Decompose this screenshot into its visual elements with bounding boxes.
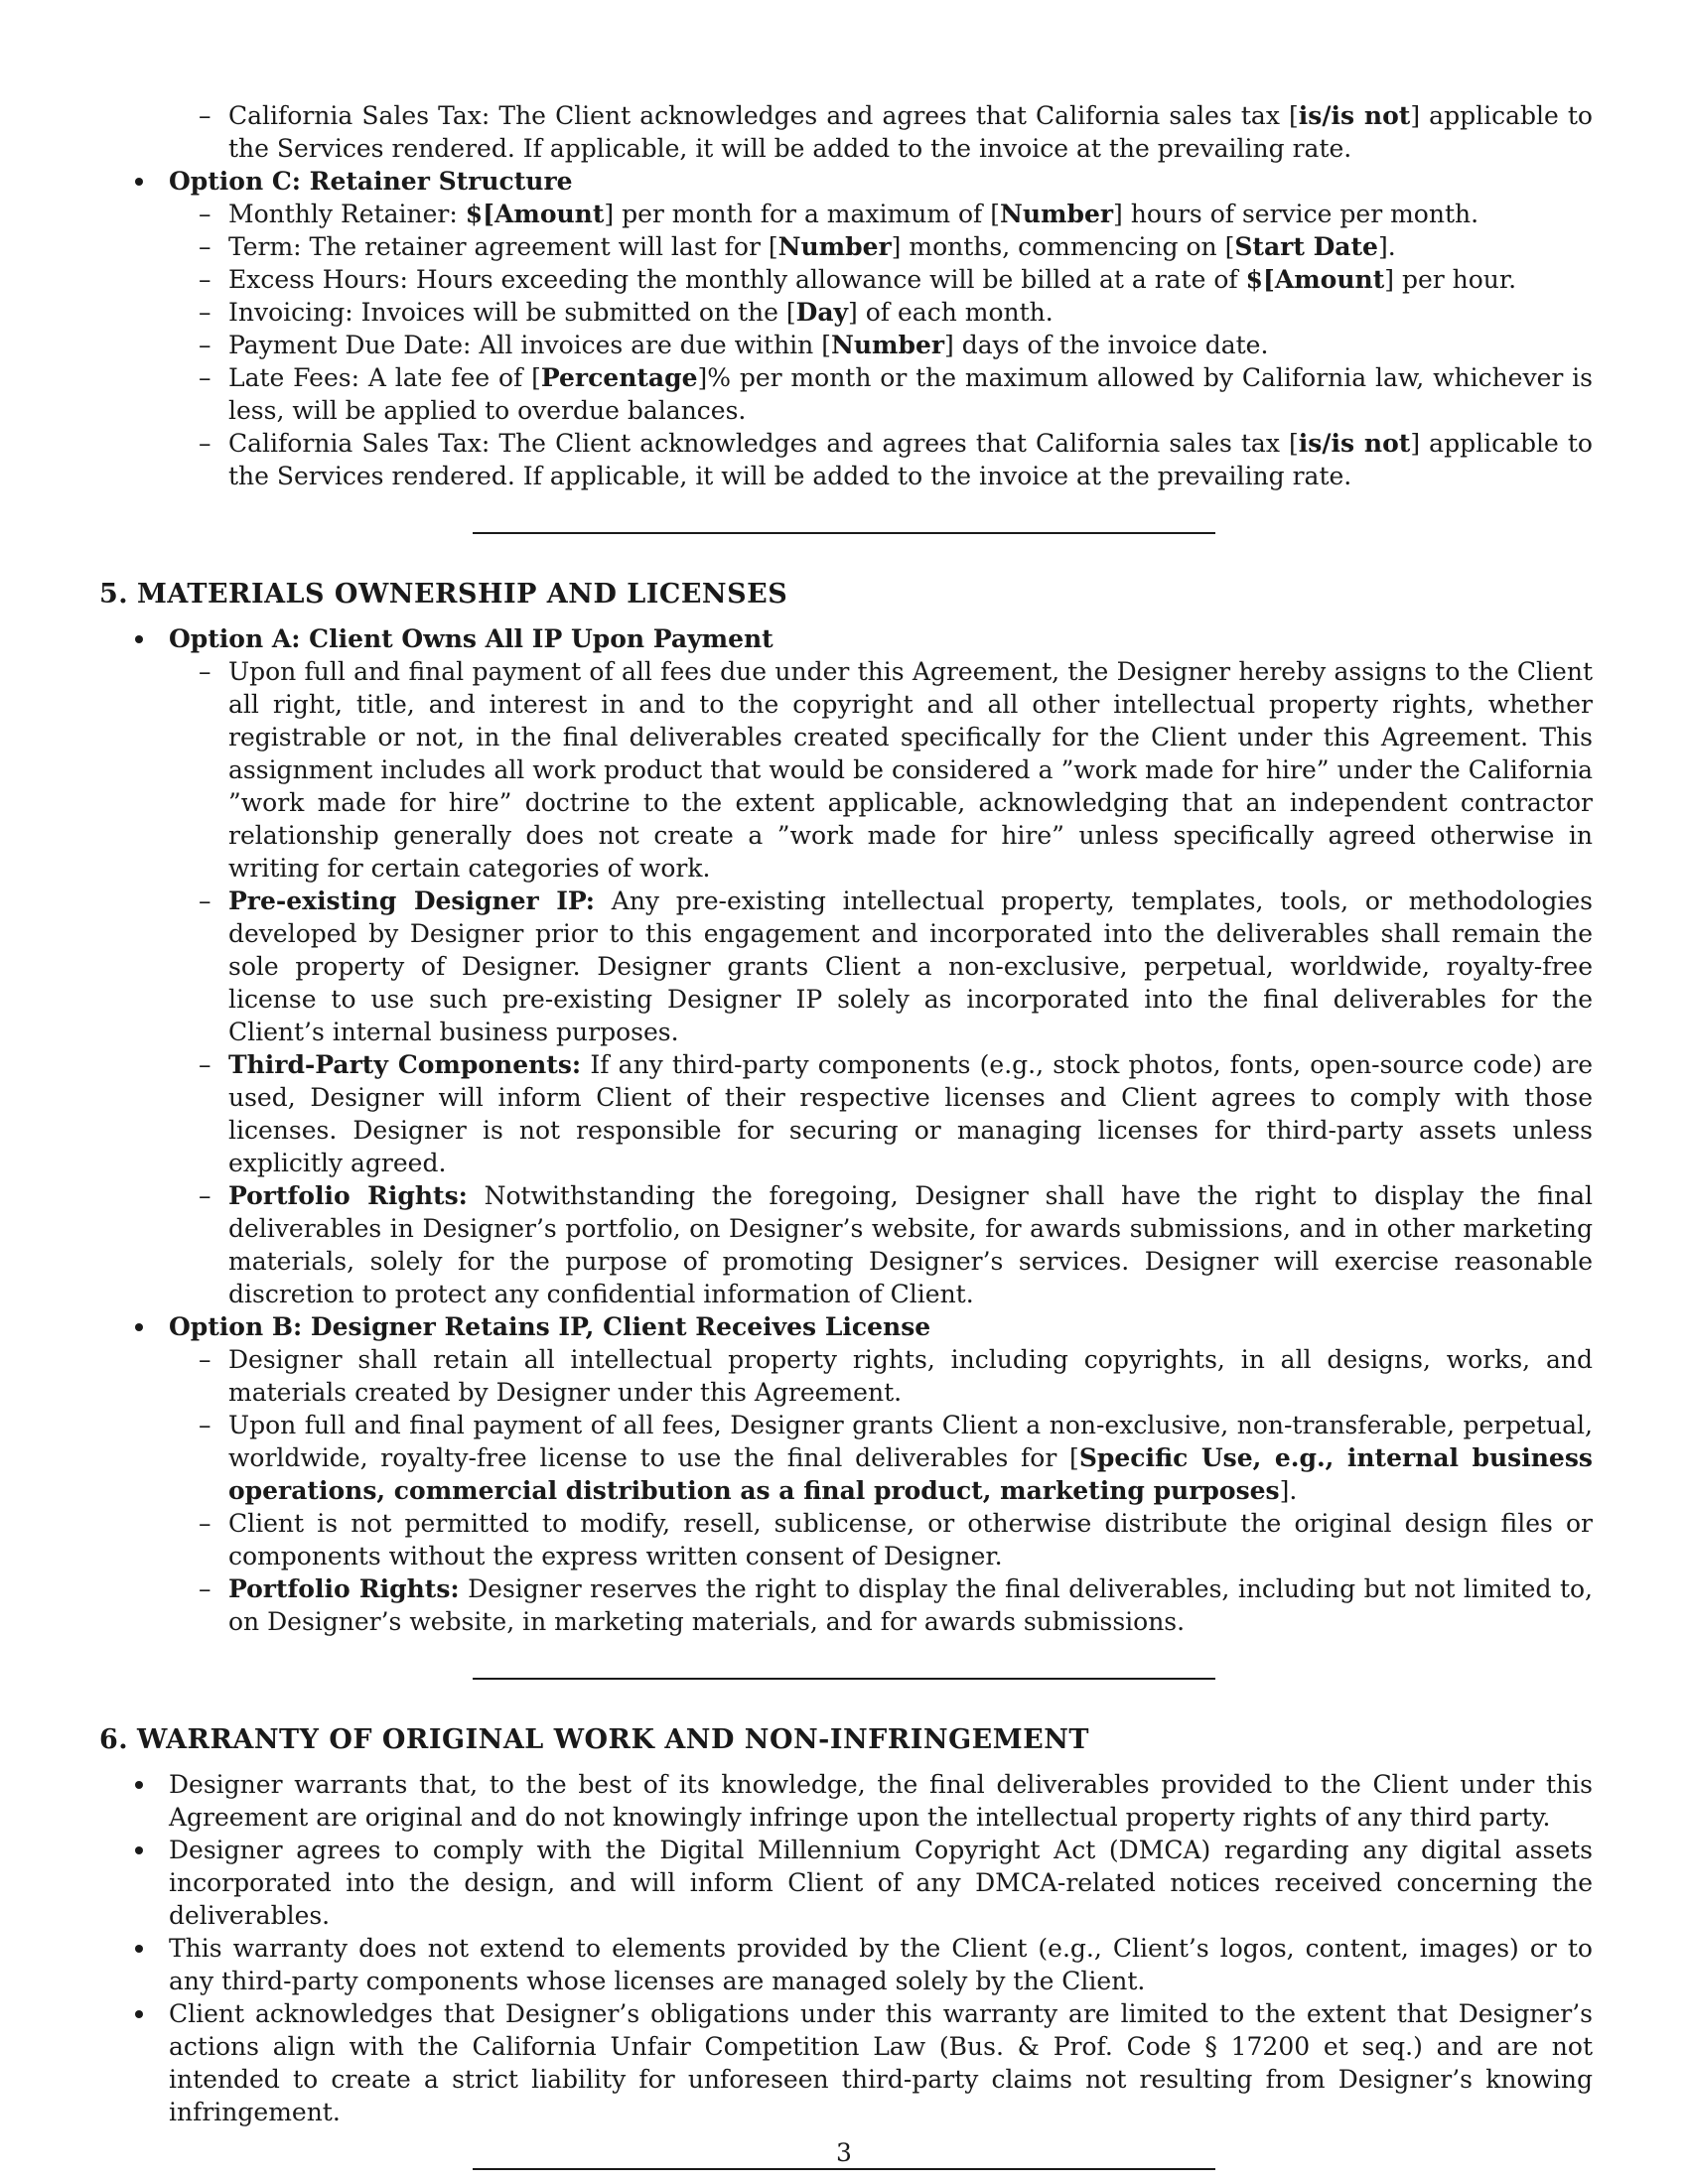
option-b-items xyxy=(169,1343,1593,1638)
list-item: – Portfolio Rights: Designer reserves the right to display the final deliverables, including but not limited to, on Designer’s website, in marketing materials, and for awards submissions. xyxy=(169,1572,1593,1638)
bullet-icon xyxy=(135,1781,143,1789)
section-5-list xyxy=(95,622,1593,1638)
bullet-icon xyxy=(135,1323,143,1331)
list-item: – Pre-existing Designer IP: Any pre-existing intellectual property, templates, tools, or methodologies developed by Designer prior to this engagement and incorporated into the deliverables shall remain the sole property of Designer. Designer grants Client a non-exclusive, perpetual, worldwide, royalty-free license to use such pre-existing Designer IP solely as incorporated into the final deliverables for the Client’s internal business purposes. xyxy=(169,885,1593,1048)
list-item: – Term: The retainer agreement will last for [Number] months, commencing on [Start Date]. xyxy=(169,230,1593,263)
list-item: – Client is not permitted to modify, resell, sublicense, or otherwise distribute the original design files or components without the express written consent of Designer. xyxy=(169,1507,1593,1572)
option-title: Option B: Designer Retains IP, Client Receives License xyxy=(169,1312,931,1341)
list-item: Designer agrees to comply with the Digital Millennium Copyright Act (DMCA) regarding any digital assets incorporated into the design, and will inform Client of any DMCA-related notices received concerning the deliverables. xyxy=(95,1834,1593,1932)
bullet-icon xyxy=(135,635,143,643)
bullet-icon xyxy=(135,1945,143,1953)
list-item: – Payment Due Date: All invoices are due within [Number] days of the invoice date. xyxy=(169,329,1593,361)
option-b xyxy=(95,1310,1593,1638)
list-item: – Excess Hours: Hours exceeding the monthly allowance will be billed at a rate of $[Amount] per hour. xyxy=(169,263,1593,296)
list-item: – Designer shall retain all intellectual property rights, including copyrights, in all designs, works, and materials created by Designer under this Agreement. xyxy=(169,1343,1593,1409)
continued-sub-list xyxy=(95,99,1593,165)
list-item: – Invoicing: Invoices will be submitted on the [Day] of each month. xyxy=(169,296,1593,329)
list-item: – Monthly Retainer: $[Amount] per month for a maximum of [Number] hours of service per month. xyxy=(169,198,1593,230)
list-item: – Late Fees: A late fee of [Percentage]% per month or the maximum allowed by California law, whichever is less, will be applied to overdue balances. xyxy=(169,361,1593,427)
section-6-list xyxy=(95,1768,1593,2128)
bullet-icon xyxy=(135,1846,143,1854)
list-item: – Third-Party Components: If any third-party components (e.g., stock photos, fonts, open-source code) are used, Designer will inform Client of their respective licenses and Client agrees to comply with those licenses. Designer is not responsible for securing or managing licenses for third-party assets unless explicitly agreed. xyxy=(169,1048,1593,1179)
list-item: – Portfolio Rights: Notwithstanding the foregoing, Designer shall have the right to display the final deliverables in Designer’s portfolio, on Designer’s website, for awards submissions, and in other marketing materials, solely for the purpose of promoting Designer’s services. Designer will exercise reasonable discretion to protect any confidential information of Client. xyxy=(169,1179,1593,1310)
list-item: – Upon full and final payment of all fees due under this Agreement, the Designer hereby assigns to the Client all right, title, and interest in and to the copyright and all other intellectual property rights, whether registrable or not, in the final deliverables created specifically for the Client under this Agreement. This assignment includes all work product that would be considered a ”work made for hire” under the California ”work made for hire” doctrine to the extent applicable, acknowledging that an independent contractor relationship generally does not create a ”work made for hire” unless specifically agreed otherwise in writing for certain categories of work. xyxy=(169,655,1593,885)
list-item: This warranty does not extend to elements provided by the Client (e.g., Client’s logos, content, images) or to any third-party components whose licenses are managed solely by the Client. xyxy=(95,1932,1593,1997)
list-item: Client acknowledges that Designer’s obligations under this warranty are limited to the extent that Designer’s actions align with the California Unfair Competition Law (Bus. & Prof. Code § 17200 et seq.) and are not intended to create a strict liability for unforeseen third-party claims not resulting from Designer’s knowing infringement. xyxy=(95,1997,1593,2128)
option-c-list xyxy=(95,165,1593,492)
list-item: – California Sales Tax: The Client acknowledges and agrees that California sales tax [is/is not] applicable to the Services rendered. If applicable, it will be added to the invoice at the prevailing rate. xyxy=(169,427,1593,492)
page-number: 3 xyxy=(836,2138,852,2167)
option-c xyxy=(95,165,1593,492)
option-c-items xyxy=(169,198,1593,492)
option-a xyxy=(95,622,1593,1310)
section-5-heading: 5. MATERIALS OWNERSHIP AND LICENSES xyxy=(99,579,788,610)
option-title: Option C: Retainer Structure xyxy=(169,167,573,196)
bullet-icon xyxy=(135,178,143,186)
option-title: Option A: Client Owns All IP Upon Payment xyxy=(169,624,774,653)
option-a-items xyxy=(169,655,1593,1310)
section-6-heading: 6. WARRANTY OF ORIGINAL WORK AND NON-INFRINGEMENT xyxy=(99,1724,1089,1755)
bullet-icon xyxy=(135,2010,143,2018)
list-item: – Upon full and final payment of all fees, Designer grants Client a non-exclusive, non-transferable, perpetual, worldwide, royalty-free license to use the final deliverables for [Specific Use, e.g., internal business operations, commercial distribution as a final product, marketing purposes]. xyxy=(169,1409,1593,1507)
list-item: Designer warrants that, to the best of its knowledge, the final deliverables provided to the Client under this Agreement are original and do not knowingly infringe upon the intellectual property rights of any third party. xyxy=(95,1768,1593,1834)
list-item: – California Sales Tax: The Client acknowledges and agrees that California sales tax [is/is not] applicable to the Services rendered. If applicable, it will be added to the invoice at the prevailing rate. xyxy=(95,99,1593,165)
